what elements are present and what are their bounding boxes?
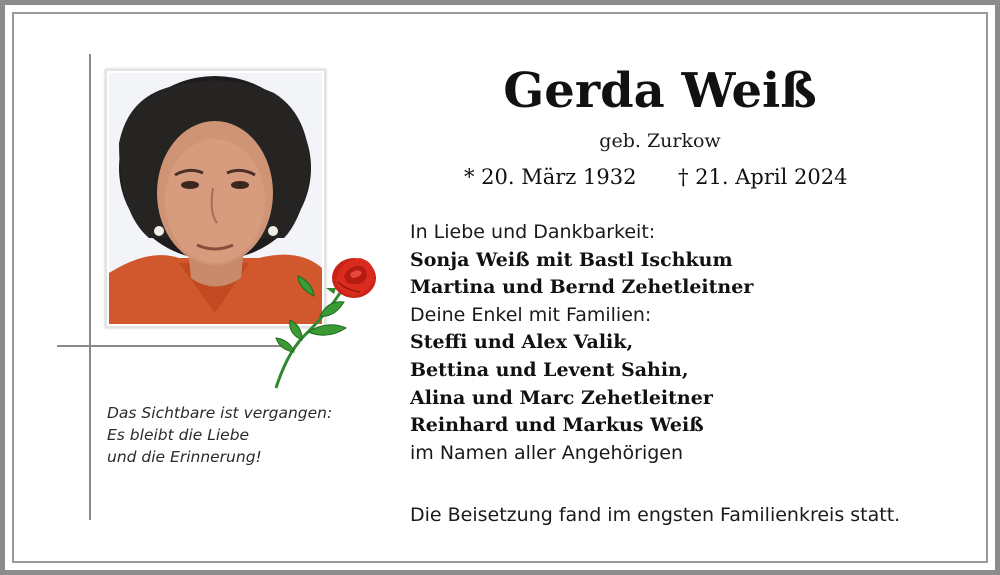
- life-dates: [410, 162, 910, 192]
- mourner-line: Reinhard und Markus Weiß: [410, 414, 704, 437]
- memorial-quote: [107, 402, 367, 468]
- mourners-list: [410, 219, 970, 467]
- mourner-line: Alina und Marc Zehetleitner: [410, 386, 713, 409]
- mourner-line: im Namen aller Angehörigen: [410, 441, 684, 464]
- deceased-name: Gerda Weiß: [503, 63, 817, 119]
- mourners-intro: In Liebe und Dankbarkeit:: [410, 221, 656, 243]
- vertical-divider: [89, 54, 91, 520]
- quote-line: Das Sichtbare ist vergangen:: [107, 404, 333, 422]
- horizontal-divider: [57, 345, 281, 347]
- mourner-line: Deine Enkel mit Familien:: [410, 303, 652, 326]
- mourner-line: Bettina und Levent Sahin,: [410, 358, 689, 381]
- quote-line: und die Erinnerung!: [107, 448, 262, 466]
- maiden-name: geb. Zurkow: [599, 130, 721, 152]
- mourner-line: Martina und Bernd Zehetleitner: [410, 276, 754, 299]
- rose-icon: [268, 250, 378, 394]
- quote-line: Es bleibt die Liebe: [107, 426, 250, 444]
- burial-notice: Die Beisetzung fand im engsten Familienkreis statt.: [410, 504, 901, 526]
- birth-date: * 20. März 1932: [464, 165, 637, 189]
- death-date: † 21. April 2024: [678, 165, 848, 189]
- mourner-line: Steffi und Alex Valik,: [410, 331, 634, 354]
- mourner-line: Sonja Weiß mit Bastl Ischkum: [410, 248, 733, 271]
